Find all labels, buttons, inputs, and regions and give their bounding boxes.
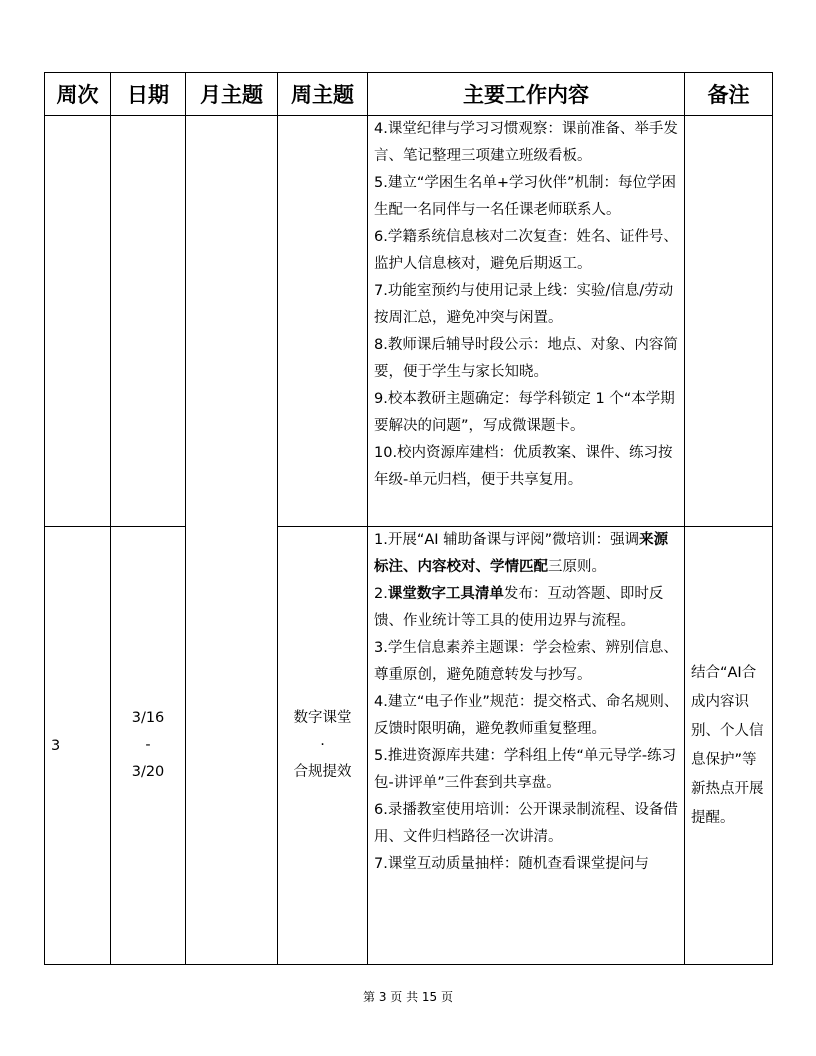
date-start: 3/16 <box>131 710 165 726</box>
date-cell <box>111 527 186 965</box>
remark-cell: 结合“AI合成内容识别、个人信息保护”等新热点开展提醒。 <box>685 527 773 965</box>
work-item <box>374 527 679 581</box>
header-monthly-theme: 月主题 <box>186 73 278 116</box>
work-item: 5.推进资源库共建：学科组上传“单元导学-练习包-讲评单”三件套到共享盘。 <box>374 748 677 791</box>
header-main-content: 主要工作内容 <box>368 73 685 116</box>
work-item: 8.教师课后辅导时段公示：地点、对象、内容简要，便于学生与家长知晓。 <box>374 337 678 380</box>
work-item: 6.录播教室使用培训：公开课录制流程、设备借用、文件归档路径一次讲清。 <box>374 802 678 845</box>
work-item: 9.校本教研主题确定：每学科锁定 1 个“本学期要解决的问题”，写成微课题卡。 <box>374 391 675 434</box>
work-item-text: 1.开展“AI 辅助备课与评阅”微培训：强调 <box>374 532 640 548</box>
weekly-theme-line1: 数字课堂 <box>293 710 352 726</box>
remark-cell <box>685 116 773 527</box>
work-item-text: 2. <box>374 586 388 602</box>
weekly-theme-cell <box>278 116 368 527</box>
work-item <box>374 581 679 635</box>
page-footer: 第 3 页 共 15 页 <box>363 990 453 1004</box>
header-week: 周次 <box>45 73 111 116</box>
work-item: 3.学生信息素养主题课：学会检索、辨别信息、尊重原创，避免随意转发与抄写。 <box>374 640 678 683</box>
week-cell <box>45 116 111 527</box>
work-item-emphasis: 课堂数字工具清单 <box>387 586 504 602</box>
work-item: 10.校内资源库建档：优质教案、课件、练习按年级-单元归档，便于共享复用。 <box>374 445 673 488</box>
work-item: 4.课堂纪律与学习习惯观察：课前准备、举手发言、笔记整理三项建立班级看板。 <box>374 121 678 164</box>
header-date: 日期 <box>111 73 186 116</box>
header-remarks: 备注 <box>685 73 773 116</box>
work-item-text: 发布：互动答题、即时反馈、作业统计等工具的使用边界与流程。 <box>374 586 664 629</box>
date-separator: - <box>145 737 151 753</box>
work-item: 5.建立“学困生名单+学习伙伴”机制：每位学困生配一名同伴与一名任课老师联系人。 <box>374 175 677 218</box>
date-end: 3/20 <box>131 764 165 780</box>
work-item: 6.学籍系统信息核对二次复查：姓名、证件号、监护人信息核对，避免后期返工。 <box>374 229 678 272</box>
weekly-theme-line2: 合规提效 <box>293 764 352 780</box>
work-item: 7.课堂互动质量抽样：随机查看课堂提问与 <box>374 856 649 872</box>
work-item-emphasis: 来源标注、内容校对、学情匹配 <box>374 532 669 575</box>
table-row <box>45 527 773 965</box>
table-row <box>45 116 773 527</box>
work-item: 4.建立“电子作业”规范：提交格式、命名规则、反馈时限明确，避免教师重复整理。 <box>374 694 679 737</box>
main-content-cell <box>368 527 685 965</box>
work-item: 7.功能室预约与使用记录上线：实验/信息/劳动按周汇总，避免冲突与闲置。 <box>374 283 674 326</box>
week-cell: 3 <box>45 527 111 965</box>
header-row <box>45 73 773 116</box>
header-weekly-theme: 周主题 <box>278 73 368 116</box>
weekly-theme-cell <box>278 527 368 965</box>
main-content-cell <box>368 116 685 527</box>
weekly-theme-separator: · <box>320 737 325 753</box>
date-cell <box>111 116 186 527</box>
monthly-theme-cell <box>186 116 278 965</box>
work-item-text: 三原则。 <box>548 559 606 575</box>
work-plan-table <box>44 72 773 965</box>
